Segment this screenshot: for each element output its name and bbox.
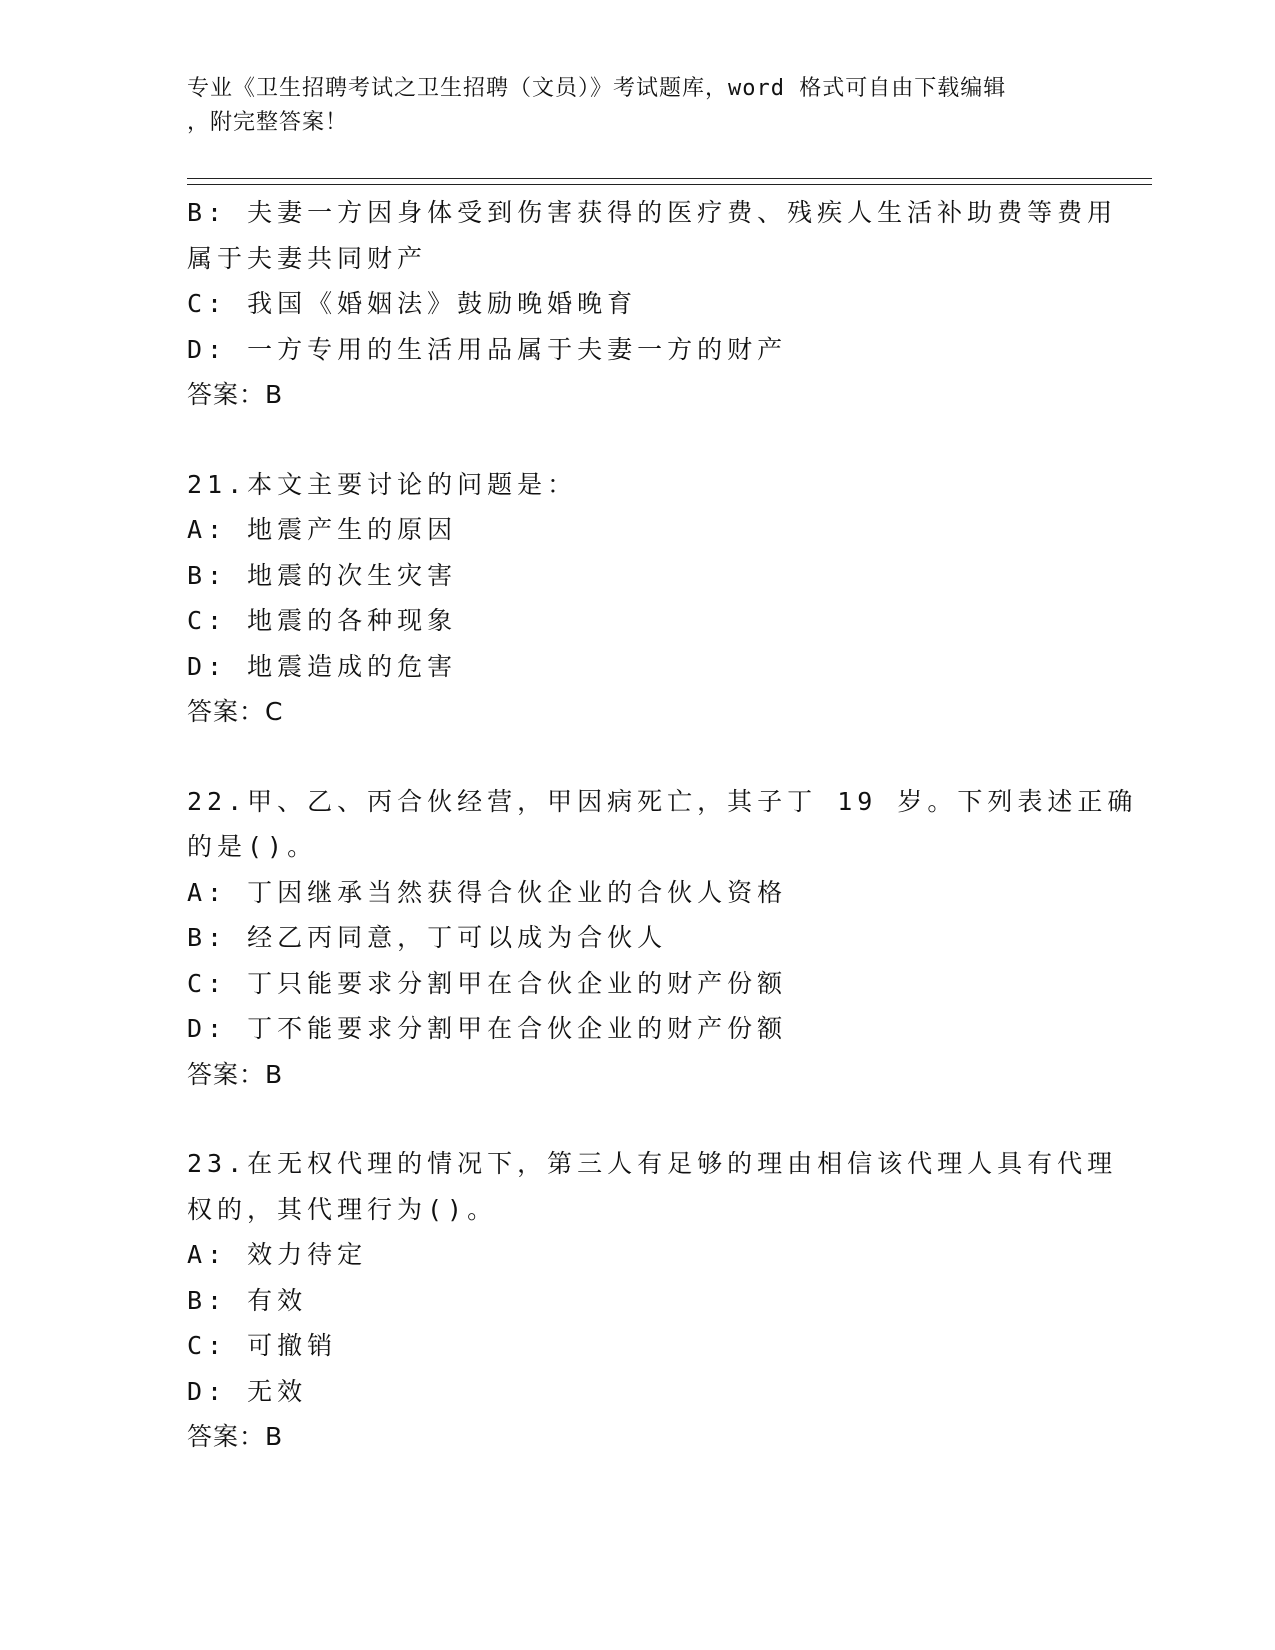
option-line: 属于夫妻共同财产 <box>187 243 428 273</box>
option-b: B: 经乙丙同意，丁可以成为合伙人 <box>187 923 668 952</box>
page-header <box>187 72 1067 140</box>
question-stem: 23.在无权代理的情况下，第三人有足够的理由相信该代理人具有代理 <box>187 1149 1118 1178</box>
option-c: C: 地震的各种现象 <box>187 606 458 635</box>
document-body <box>187 190 1138 1460</box>
answer-line: 答案：B <box>187 1059 284 1089</box>
question-stem-continued: 权的，其代理行为()。 <box>187 1194 498 1224</box>
header-line-1: 专业《卫生招聘考试之卫生招聘（文员）》考试题库，word 格式可自由下载编辑 <box>187 76 1007 101</box>
option-c: C: 可撤销 <box>187 1331 338 1360</box>
option-d: D: 丁不能要求分割甲在合伙企业的财产份额 <box>187 1014 788 1043</box>
option-a: A: 丁因继承当然获得合伙企业的合伙人资格 <box>187 877 788 907</box>
option-d: D: 地震造成的危害 <box>187 651 458 681</box>
option-line: C: 我国《婚姻法》鼓励晚婚晚育 <box>187 289 638 318</box>
question-stem-continued: 的是()。 <box>187 832 318 861</box>
option-c: C: 丁只能要求分割甲在合伙企业的财产份额 <box>187 968 788 998</box>
option-b: B: 地震的次生灾害 <box>187 560 458 590</box>
option-b: B: 有效 <box>187 1285 308 1315</box>
option-a: A: 效力待定 <box>187 1240 368 1269</box>
option-line: D: 一方专用的生活用品属于夫妻一方的财产 <box>187 334 788 364</box>
question-stem: 22.甲、乙、丙合伙经营，甲因病死亡，其子丁 19 岁。下列表述正确 <box>187 786 1138 816</box>
header-line-2: ，附完整答案！ <box>187 110 349 135</box>
question-stem: 21.本文主要讨论的问题是： <box>187 469 578 499</box>
answer-line: 答案：C <box>187 697 284 726</box>
question-21 <box>187 462 1087 735</box>
question-fragment <box>187 190 1118 418</box>
header-divider <box>187 178 1152 185</box>
answer-line: 答案：B <box>187 1422 284 1451</box>
option-d: D: 无效 <box>187 1376 308 1406</box>
option-line: B: 夫妻一方因身体受到伤害获得的医疗费、残疾人生活补助费等费用 <box>187 198 1118 227</box>
question-23 <box>187 1141 1118 1460</box>
option-a: A: 地震产生的原因 <box>187 515 458 544</box>
question-22 <box>187 779 1138 1098</box>
answer-line: 答案：B <box>187 380 284 409</box>
